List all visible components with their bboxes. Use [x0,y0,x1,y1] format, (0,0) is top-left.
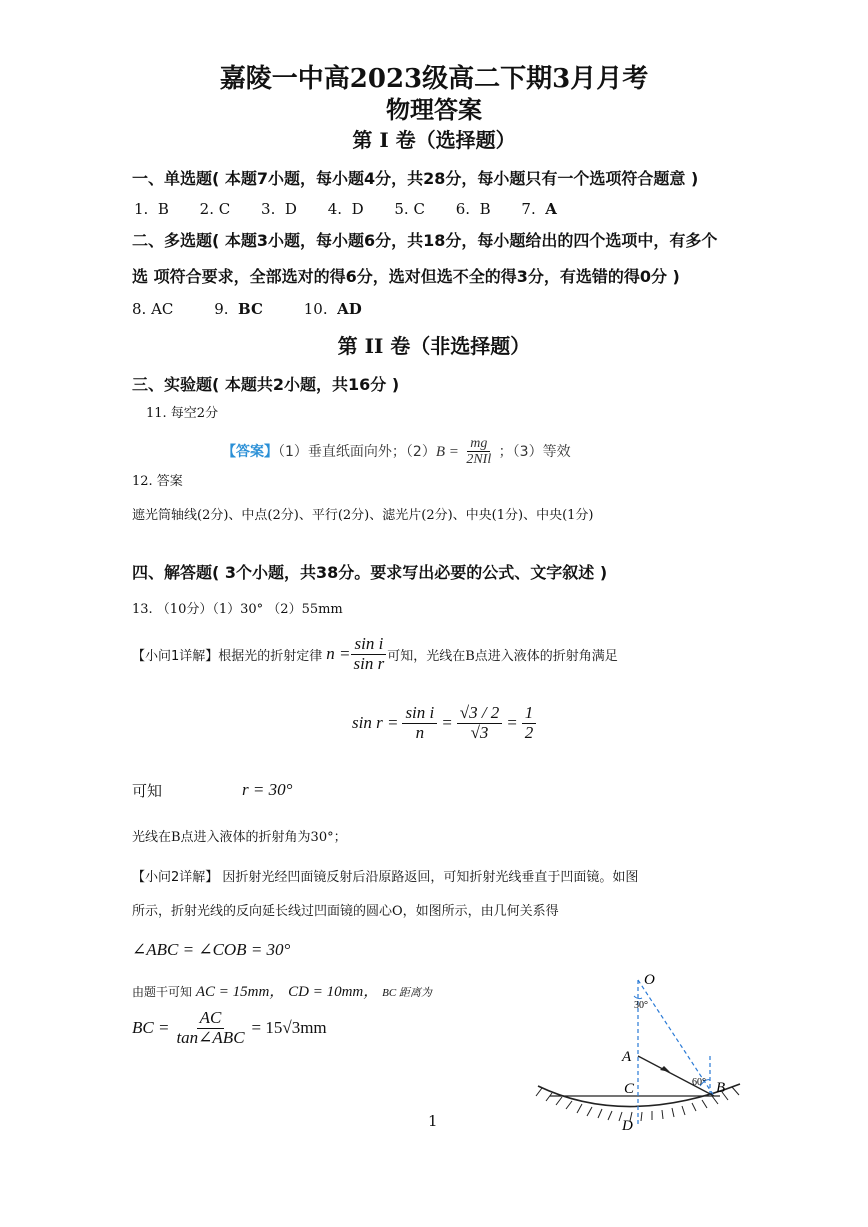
sec3-heading: 三、实验题( 本题共2小题，共16分 ) [132,375,400,394]
answer-item: 3. D [261,200,297,218]
q13-part1-text-a: 根据光的折射定律 [218,648,323,664]
label-d: D [622,1118,633,1134]
light-ray [638,1056,714,1096]
sec1-answers [134,200,557,218]
q13-know-label: 可知 [132,782,163,800]
q11-answer [222,436,571,468]
label-angle-60: 60° [692,1077,706,1088]
q13-part1-tag: 【小问1详解】 [132,648,219,664]
given-values: 由题干可知 AC = 15mm， CD = 10mm， BC 距离为 [132,984,432,1000]
part1-title: 第 I 卷（选择题） [352,128,516,152]
q13-part1-text-b: 可知，光线在B点进入液体的折射角满足 [387,648,618,664]
q12-label: 12. 答案 [132,474,183,489]
sec2-heading-line2: 选 项符合要求，全部选对的得6分，选对但选不全的得3分，有选错的得0分 ) [132,267,680,286]
label-c: C [624,1081,635,1097]
angle-equation: ∠ABC = ∠COB = 30° [132,940,291,959]
refraction-fraction: $\frac{\text{sin i}}{\text{sin r}}$ [351,635,388,673]
answer-item: 8. AC [132,300,174,318]
q11-part1: （1）垂直纸面向外；（2） [278,443,436,460]
q11-part3: ；（3）等效 [498,443,571,460]
exam-title: 嘉陵一中高2023级高二下期3月月考 [219,64,649,94]
q13-conclusion: 光线在B点进入液体的折射角为30°； [132,830,347,845]
ray-arrow [660,1066,670,1072]
answer-item: 2. C [199,200,231,218]
sec2-heading-line1: 二、多选题( 本题3小题，每小题6分，共18分，每小题给出的四个选项中，有多个 [132,231,718,250]
answer-item: 6. B [455,200,491,218]
q11-fraction: $\frac{mg}{\text{2NIl}}$ [466,436,492,468]
answer-title: 物理答案 [386,95,482,124]
q13-part2-line1: 【小问2详解】 因折射光经凹面镜反射后沿原路返回，可知折射光线垂直于凹面镜。如图 [132,870,639,885]
q13-part2-line2: 所示，折射光线的反向延长线过凹面镜的圆心O，如图所示，由几何关系得 [132,904,559,919]
answer-item: 9. BC [214,300,263,318]
q12-text: 遮光筒轴线(2分)、中点(2分)、平行(2分)、滤光片(2分)、中央(1分)、中央(1分) [132,508,594,523]
label-angle-30: 30° [634,1000,648,1011]
part2-title: 第 II 卷（非选择题） [337,334,531,358]
label-a: A [622,1049,632,1065]
label-o: O [644,972,655,988]
q11-b-symbol: B = [435,443,459,460]
sec2-answers [132,300,362,318]
sec1-heading: 一、单选题( 本题7小题，每小题4分，共28分，每小题只有一个选项符合题意 ) [132,169,699,188]
answer-item: 5. C [394,200,425,218]
sec4-heading: 四、解答题( 3个小题，共38分。要求写出必要的公式、文字叙述 ) [132,563,608,582]
answer-item: 10. AD [303,300,362,318]
label-b: B [716,1080,726,1096]
q13-know-eq: r = 30° [242,780,293,799]
q11-label: 11. 每空2分 [146,406,219,421]
page-number: 1 [428,1112,438,1130]
answer-item: 1. B [134,200,169,218]
answer-item: 4. D [327,200,364,218]
answer-item: 7. A [521,200,557,218]
sin-r-equation: sin r = $\frac{\text{sin i}}{n}$ = $\frac{√3 / 2}{√3}$ = $\frac{1}{2}$ [352,688,536,758]
refraction-n: n = [326,644,351,663]
bc-equation: BC = $\frac{AC}{\text{tan∠ABC}}$ = 15√3mm [132,1007,327,1047]
answer-tag: 【答案】 [222,443,278,460]
q13-part1-intro [132,634,618,674]
concave-mirror-diagram [530,968,760,1138]
q13-label: 13. （10分）（1）30° （2）55mm [132,602,343,617]
